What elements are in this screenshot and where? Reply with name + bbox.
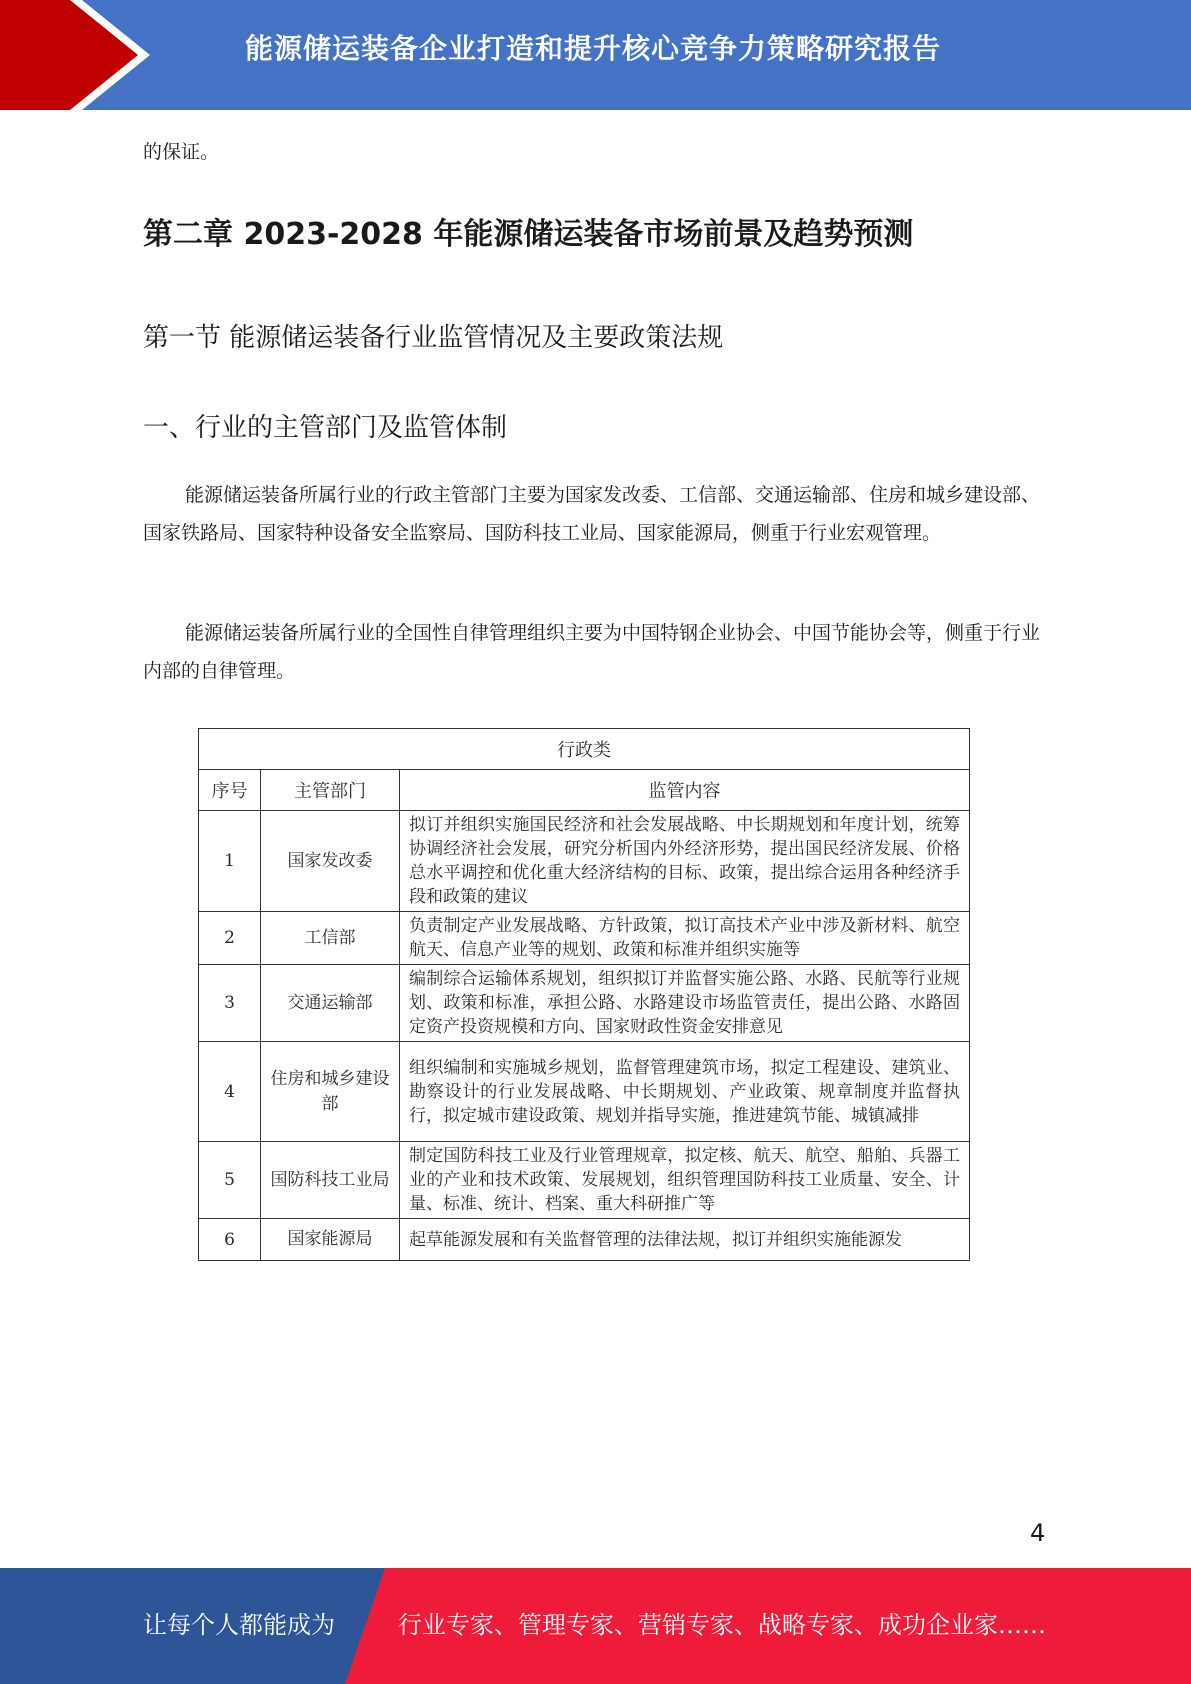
row-number: 2 (199, 912, 261, 965)
department: 工信部 (261, 912, 400, 965)
continuation-text: 的保证。 (143, 141, 220, 163)
chevron-arrow-icon (0, 0, 160, 110)
table-row (199, 1142, 970, 1219)
table-row (199, 965, 970, 1042)
footer-slogan-left: 让每个人都能成为 (143, 1611, 335, 1639)
column-header: 序号 (199, 770, 261, 811)
department: 交通运输部 (261, 965, 400, 1042)
supervision-content: 组织编制和实施城乡规划，监督管理建筑市场，拟定工程建设、建筑业、勘察设计的行业发展战略、中长期规划、产业政策、规章制度并监督执行，拟定城市建设政策、规划并指导实施，推进建筑节能、城镇减排 (400, 1042, 970, 1142)
subsection-title: 一、行业的主管部门及监管体制 (143, 413, 508, 443)
row-number: 1 (199, 811, 261, 912)
column-header: 监管内容 (400, 770, 970, 811)
column-header: 主管部门 (261, 770, 400, 811)
table-row (199, 912, 970, 965)
table-row (199, 811, 970, 912)
row-number: 4 (199, 1042, 261, 1142)
department: 国防科技工业局 (261, 1142, 400, 1219)
chapter-title: 第二章 2023-2028 年能源储运装备市场前景及趋势预测 (143, 217, 914, 252)
regulator-table (198, 728, 970, 1261)
table-row (199, 1042, 970, 1142)
supervision-content: 拟订并组织实施国民经济和社会发展战略、中长期规划和年度计划，统筹协调经济社会发展，研究分析国内外经济形势，提出国民经济发展、价格总水平调控和优化重大经济结构的目标、政策，提出综合运用各种经济手段和政策的建议 (400, 811, 970, 912)
page-footer (0, 1568, 1191, 1684)
footer-slogan-right: 行业专家、管理专家、营销专家、战略专家、成功企业家…… (398, 1611, 1046, 1639)
department: 国家发改委 (261, 811, 400, 912)
supervision-content: 编制综合运输体系规划，组织拟订并监督实施公路、水路、民航等行业规划、政策和标准，承担公路、水路建设市场监管责任，提出公路、水路固定资产投资规模和方向、国家财政性资金安排意见 (400, 965, 970, 1042)
table-row (199, 1219, 970, 1261)
supervision-content: 制定国防科技工业及行业管理规章，拟定核、航天、航空、船舶、兵器工业的产业和技术政策、发展规划，组织管理国防科技工业质量、安全、计量、标准、统计、档案、重大科研推广等 (400, 1142, 970, 1219)
paragraph: 能源储运装备所属行业的行政主管部门主要为国家发改委、工信部、交通运输部、住房和城乡建设部、国家铁路局、国家特种设备安全监察局、国防科技工业局、国家能源局，侧重于行业宏观管理。 (143, 484, 1041, 544)
paragraph: 能源储运装备所属行业的全国性自律管理组织主要为中国特钢企业协会、中国节能协会等，侧重于行业内部的自律管理。 (143, 622, 1041, 682)
supervision-content: 起草能源发展和有关监督管理的法律法规，拟订并组织实施能源发 (400, 1219, 970, 1261)
report-title: 能源储运装备企业打造和提升核心竞争力策略研究报告 (245, 32, 942, 65)
page-number: 4 (1030, 1519, 1046, 1547)
section-title: 第一节 能源储运装备行业监管情况及主要政策法规 (143, 323, 724, 353)
department: 国家能源局 (261, 1219, 400, 1261)
row-number: 5 (199, 1142, 261, 1219)
row-number: 3 (199, 965, 261, 1042)
row-number: 6 (199, 1219, 261, 1261)
table-caption: 行政类 (199, 729, 970, 770)
department: 住房和城乡建设部 (261, 1042, 400, 1142)
page-header (0, 0, 1191, 110)
supervision-content: 负责制定产业发展战略、方针政策，拟订高技术产业中涉及新材料、航空航天、信息产业等的规划、政策和标准并组织实施等 (400, 912, 970, 965)
